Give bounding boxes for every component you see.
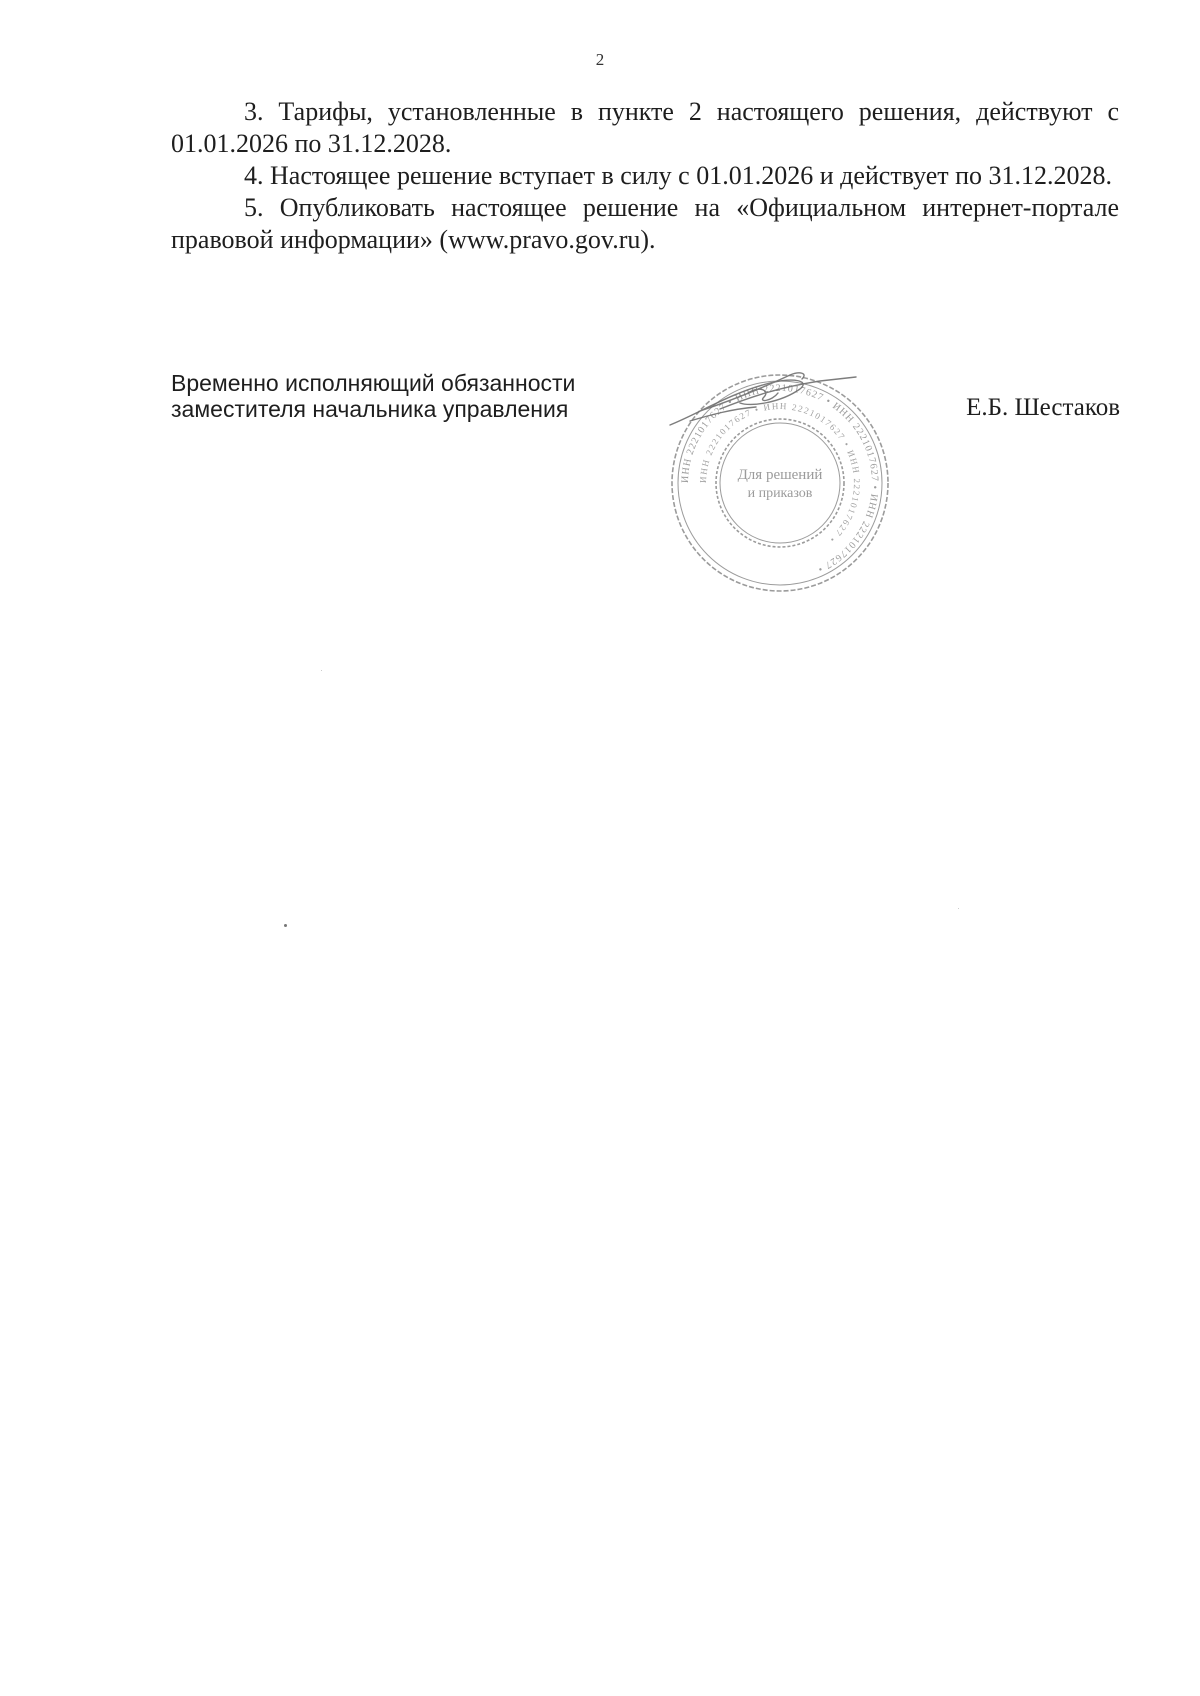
seal-inner-ring-text: ИНН 2221017627 • ИНН 2221017627 • ИНН 2221017627 • bbox=[697, 400, 863, 546]
signatory-position-line-2: заместителя начальника управления bbox=[171, 396, 569, 422]
paragraph-3: 3. Тарифы, установленные в пункте 2 настоящего решения, действуют с 01.01.2026 по 31.12.2028. bbox=[171, 97, 1119, 158]
seal-ring-text: ИНН 2221017627 • ИНН 2221017627 • ИНН 2221017627 • ИНН 2221017627 • bbox=[679, 382, 881, 575]
scan-speck bbox=[321, 670, 322, 671]
official-seal bbox=[660, 363, 900, 603]
scan-speck bbox=[284, 924, 287, 927]
paragraph-5: 5. Опубликовать настоящее решение на «Официальном интернет-портале правовой информации» (www.pravo.gov.ru). bbox=[171, 193, 1119, 254]
svg-text:Для решений: Для решений bbox=[737, 467, 823, 483]
page-number: 2 bbox=[595, 50, 605, 69]
scan-speck bbox=[958, 908, 959, 909]
paragraph-4: 4. Настоящее решение вступает в силу с 01.01.2026 и действует по 31.12.2028. bbox=[244, 161, 1113, 190]
svg-text:и приказов: и приказов bbox=[747, 486, 813, 501]
signatory-name: Е.Б. Шестаков bbox=[966, 394, 1120, 421]
signatory-position bbox=[171, 370, 575, 422]
decision-body bbox=[171, 96, 1119, 256]
signatory-position-line-1: Временно исполняющий обязанности bbox=[171, 370, 576, 396]
